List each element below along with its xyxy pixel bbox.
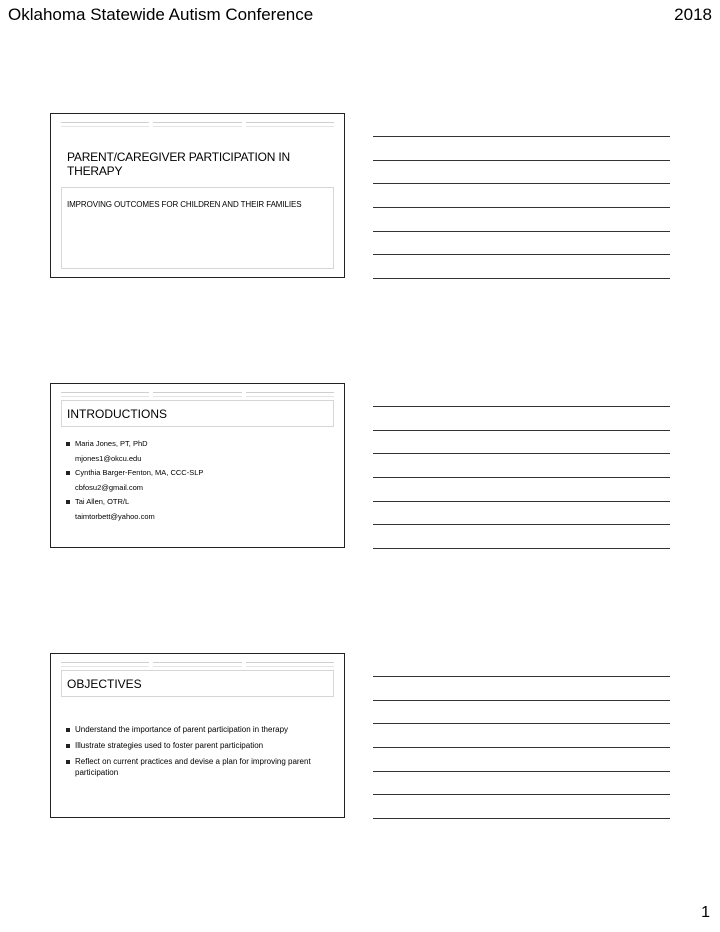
slide-heading: OBJECTIVES <box>67 676 142 691</box>
list-item: Reflect on current practices and devise a plan for improving parent participation <box>65 756 324 778</box>
slide-decoration <box>61 122 334 127</box>
list-item: Maria Jones, PT, PhD <box>65 437 334 452</box>
slide-title-box <box>61 670 334 697</box>
speaker-list <box>65 437 334 524</box>
slide-decoration <box>61 662 334 667</box>
slide-title <box>50 113 345 278</box>
notes-lines-1 <box>373 113 670 283</box>
list-item: mjones1@okcu.edu <box>75 453 142 463</box>
notes-lines-2 <box>373 383 670 553</box>
list-item: Tai Allen, OTR/L <box>65 495 334 510</box>
slide-decoration <box>61 392 334 397</box>
slide-subtitle-box <box>61 187 334 269</box>
slide-title-box <box>61 141 334 187</box>
list-item: taimtorbett@yahoo.com <box>75 511 155 521</box>
notes-lines-3 <box>373 653 670 823</box>
page-number: 1 <box>701 904 710 921</box>
list-item: Understand the importance of parent participation in therapy <box>65 724 324 735</box>
list-item: Cynthia Barger-Fenton, MA, CCC-SLP <box>65 466 334 481</box>
presentation-title: PARENT/CAREGIVER PARTICIPATION IN THERAPY <box>67 150 290 178</box>
conference-year: 2018 <box>674 5 712 24</box>
slide-introductions <box>50 383 345 548</box>
list-item: cbfosu2@gmail.com <box>75 482 144 492</box>
conference-title: Oklahoma Statewide Autism Conference <box>8 5 314 24</box>
slide-title-box <box>61 400 334 427</box>
list-item: Illustrate strategies used to foster parent participation <box>65 740 324 751</box>
slide-heading: INTRODUCTIONS <box>67 406 167 421</box>
presentation-subtitle: IMPROVING OUTCOMES FOR CHILDREN AND THEIR FAMILIES <box>67 200 302 209</box>
slide-objectives <box>50 653 345 818</box>
objectives-list <box>65 724 324 783</box>
